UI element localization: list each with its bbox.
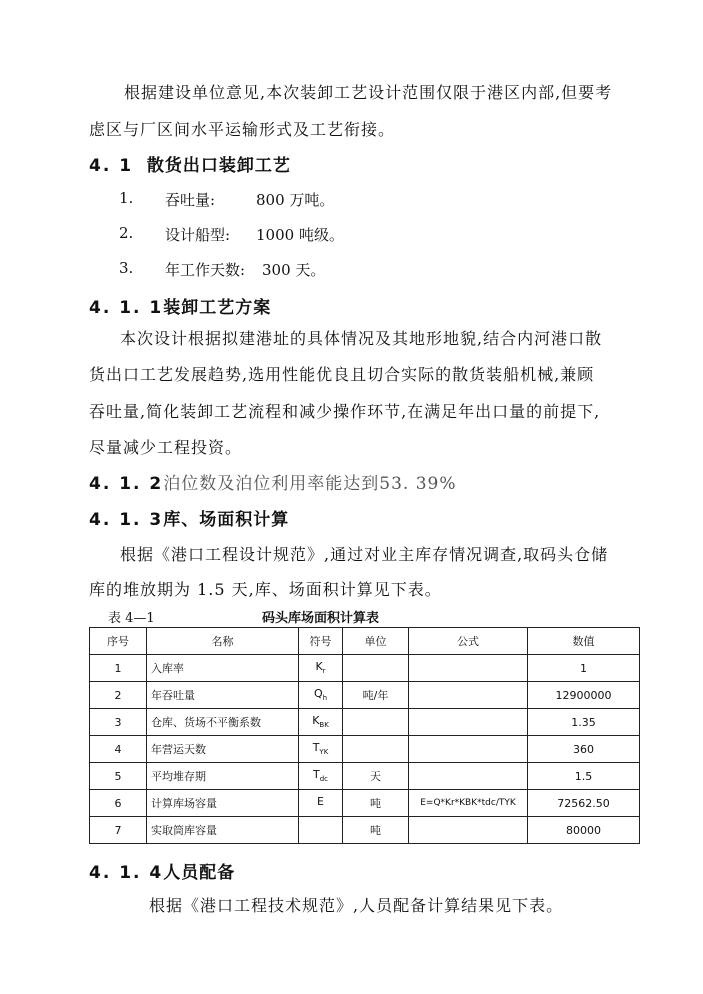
list-item-label: 年工作天数: (165, 261, 246, 279)
row-formula (409, 763, 528, 790)
row-name: 年吞吐量 (147, 682, 299, 709)
intro-line-2: 虑区与厂区间水平运输形式及工艺衔接。 (89, 120, 396, 139)
table-row (90, 736, 640, 763)
list-item (119, 224, 133, 242)
table-row (90, 817, 640, 844)
row-number: 6 (90, 790, 147, 817)
row-name: 入库率 (147, 655, 299, 682)
table-label: 表 4—1 (108, 611, 155, 626)
paragraph-line: 货出口工艺发展趋势,选用性能优良且切合实际的散货装船机械,兼顾 (89, 365, 595, 384)
row-formula (409, 709, 528, 736)
row-value: 80000 (528, 817, 640, 844)
table-header-row (90, 628, 640, 655)
header-cell: 符号 (299, 628, 343, 655)
row-value: 1 (528, 655, 640, 682)
paragraph-line: 根据《港口工程设计规范》,通过对业主库存情况调查,取码头仓储 (120, 545, 609, 564)
row-formula (409, 655, 528, 682)
header-cell: 名称 (147, 628, 299, 655)
list-item-number: 3. (119, 259, 134, 277)
table-row (90, 682, 640, 709)
row-name: 年营运天数 (147, 736, 299, 763)
row-name: 平均堆存期 (147, 763, 299, 790)
header-cell: 数值 (528, 628, 640, 655)
row-name: 仓库、货场不平衡系数 (147, 709, 299, 736)
row-symbol: $Q_h$ (299, 682, 343, 709)
row-formula (409, 682, 528, 709)
header-cell: 序号 (90, 628, 147, 655)
paragraph-line: 吞吐量,简化装卸工艺流程和减少操作环节,在满足年出口量的前提下, (89, 402, 601, 421)
storage-calculation-table (89, 627, 640, 844)
row-value: 360 (528, 736, 640, 763)
row-unit (343, 655, 409, 682)
row-symbol: E (299, 790, 343, 817)
list-item (119, 259, 133, 277)
table-row (90, 763, 640, 790)
heading-4-1-4-number: 4. 1. 4 (89, 863, 164, 883)
table-row (90, 790, 640, 817)
row-number: 4 (90, 736, 147, 763)
heading-4-1-number: 4. 1 (89, 156, 134, 176)
row-name: 计算库场容量 (147, 790, 299, 817)
heading-4-1-4-title: 人员配备 (163, 863, 236, 883)
heading-4-1-3-number: 4. 1. 3 (89, 510, 164, 530)
heading-4-1-3 (89, 505, 289, 530)
header-cell: 公式 (409, 628, 528, 655)
row-symbol: $T_{YK}$ (299, 736, 343, 763)
row-symbol: $K_r$ (299, 655, 343, 682)
table-title: 码头库场面积计算表 (262, 611, 380, 626)
row-formula (409, 736, 528, 763)
paragraph-line: 尽量减少工程投资。 (89, 438, 243, 457)
list-item-label: 设计船型: (165, 226, 231, 244)
row-number: 3 (90, 709, 147, 736)
table-row (90, 655, 640, 682)
list-item-label: 吞吐量: (165, 191, 216, 209)
row-unit: 天 (343, 763, 409, 790)
row-unit: 吨 (343, 817, 409, 844)
row-number: 7 (90, 817, 147, 844)
row-value: 1.35 (528, 709, 640, 736)
row-name: 实取筒库容量 (147, 817, 299, 844)
heading-4-1-1-number: 4. 1. 1 (89, 298, 164, 318)
row-unit (343, 736, 409, 763)
list-item-value: 300 天。 (262, 261, 326, 279)
heading-4-1 (89, 151, 291, 176)
list-item-value: 1000 吨级。 (256, 226, 344, 244)
row-number: 1 (90, 655, 147, 682)
heading-4-1-2 (89, 469, 456, 494)
paragraph-line: 根据《港口工程技术规范》,人员配备计算结果见下表。 (149, 896, 564, 915)
heading-4-1-2-title: 泊位数及泊位利用率能达到53. 39% (163, 474, 457, 494)
list-item-value: 800 万吨。 (256, 191, 335, 209)
heading-4-1-1 (89, 293, 271, 318)
row-symbol (299, 817, 343, 844)
heading-4-1-title: 散货出口装卸工艺 (146, 156, 291, 176)
heading-4-1-2-number: 4. 1. 2 (89, 474, 164, 494)
row-unit (343, 709, 409, 736)
paragraph-line: 库的堆放期为 1.5 天,库、场面积计算见下表。 (89, 580, 442, 599)
paragraph-line: 本次设计根据拟建港址的具体情况及其地形地貌,结合内河港口散 (120, 329, 603, 348)
header-cell: 单位 (343, 628, 409, 655)
row-symbol: $T_{dc}$ (299, 763, 343, 790)
row-unit: 吨 (343, 790, 409, 817)
list-item (119, 189, 133, 207)
row-value: 12900000 (528, 682, 640, 709)
row-value: 72562.50 (528, 790, 640, 817)
row-symbol: $K_{BK}$ (299, 709, 343, 736)
heading-4-1-4 (89, 858, 235, 883)
row-formula (409, 817, 528, 844)
row-number: 2 (90, 682, 147, 709)
row-number: 5 (90, 763, 147, 790)
list-item-number: 1. (119, 189, 134, 207)
list-item-number: 2. (119, 224, 134, 242)
row-value: 1.5 (528, 763, 640, 790)
row-formula: E=Q*Kr*KBK*tdc/TYK (409, 790, 528, 817)
row-unit: 吨/年 (343, 682, 409, 709)
heading-4-1-3-title: 库、场面积计算 (163, 510, 290, 530)
intro-line-1: 根据建设单位意见,本次装卸工艺设计范围仅限于港区内部,但要考 (124, 83, 613, 102)
table-row (90, 709, 640, 736)
heading-4-1-1-title: 装卸工艺方案 (163, 298, 272, 318)
